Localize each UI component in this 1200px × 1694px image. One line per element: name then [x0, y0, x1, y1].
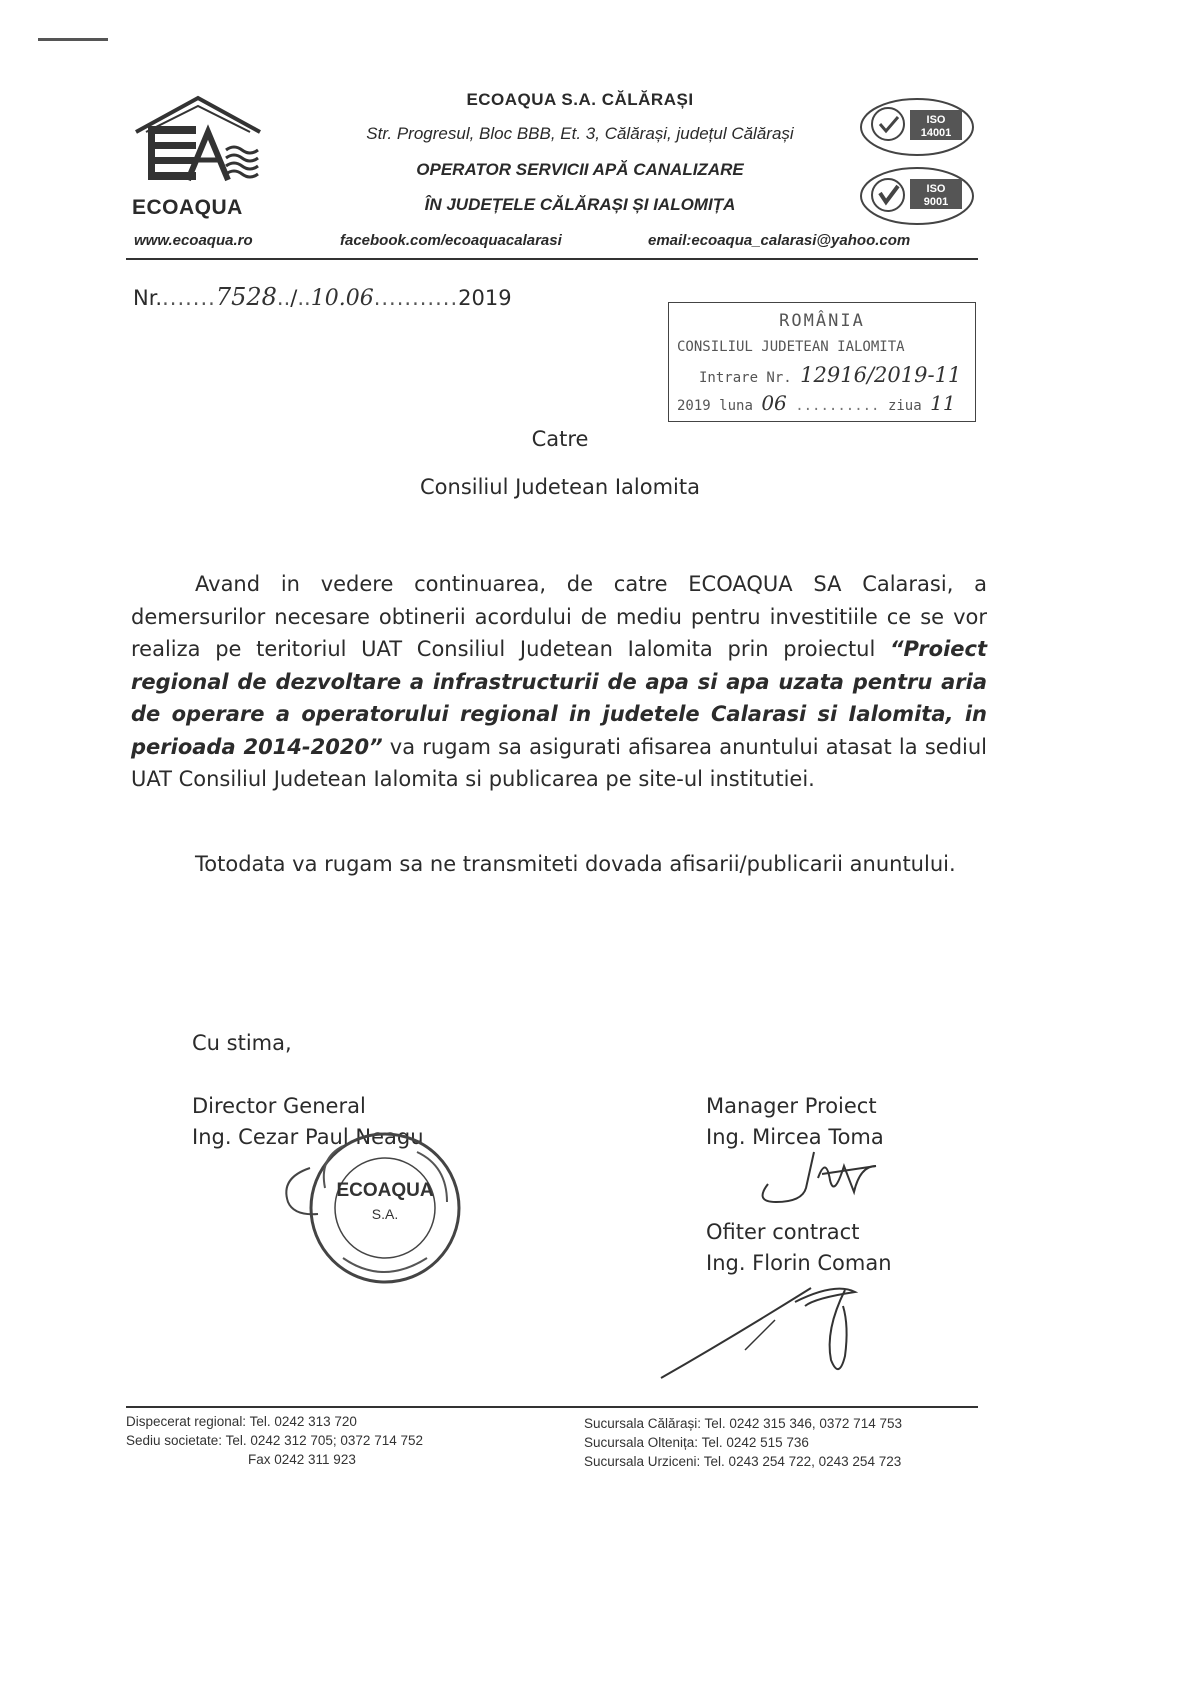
- company-name: ECOAQUA S.A. CĂLĂRAȘI: [466, 90, 694, 109]
- logo-name: ECOAQUA: [132, 196, 243, 219]
- body-paragraph-2: Totodata va rugam sa ne transmiteti dovada afisarii/publicarii anuntului.: [195, 852, 956, 876]
- iso-14001-seal: [858, 96, 976, 158]
- footer-right: [584, 1414, 902, 1471]
- stamp-entry-number: 12916/2019-11: [800, 363, 962, 387]
- reference-prefix: Nr.: [133, 286, 163, 310]
- body-intro: Avand in vedere continuarea, de catre ECOAQUA SA Calarasi, a demersurilor necesare obtinerii acordului de mediu pentru investitiile ce se vor realiza pe teritoriul UAT Consiliul Judetean Ialomita prin proiectul: [131, 572, 987, 661]
- stamp-year: 2019: [677, 398, 711, 414]
- reference-number: 7528: [215, 283, 277, 311]
- contract-officer-signature: [655, 1280, 885, 1390]
- facebook-link[interactable]: facebook.com/ecoaquacalarasi: [340, 232, 562, 249]
- footer-divider: [126, 1406, 978, 1408]
- stamp-month: 06: [761, 391, 787, 415]
- contract-officer-title: Ofiter contract: [706, 1220, 860, 1244]
- footer-branch-calarasi: Sucursala Călărași: Tel. 0242 315 346, 0372 714 753: [584, 1416, 902, 1431]
- footer-left: [126, 1412, 423, 1469]
- stamp-entry-label: Intrare Nr.: [699, 370, 792, 386]
- seal-sub-text: S.A.: [371, 1206, 399, 1222]
- manager-title: Manager Proiect: [706, 1094, 877, 1118]
- iso-9001-seal: [858, 165, 976, 227]
- svg-text:14001: 14001: [920, 127, 952, 139]
- body-paragraph-1: [131, 568, 987, 796]
- salutation: Cu stima,: [192, 1031, 292, 1055]
- footer-headquarters: Sediu societate: Tel. 0242 312 705; 0372 714 752: [126, 1433, 423, 1448]
- email-link[interactable]: email:ecoaqua_calarasi@yahoo.com: [648, 232, 911, 249]
- body-request: va rugam sa asigurati afisarea anuntului atasat la sediul UAT Consiliul Judetean Ialomita si publicarea pe site-ul institutiei.: [131, 734, 988, 791]
- svg-text:ISO: ISO: [926, 183, 946, 195]
- contract-officer-name: Ing. Florin Coman: [706, 1251, 892, 1275]
- director-title: Director General: [192, 1094, 366, 1118]
- website-link[interactable]: www.ecoaqua.ro: [134, 232, 253, 249]
- house-wave-icon: [128, 92, 268, 197]
- footer-branch-urziceni: Sucursala Urziceni: Tel. 0243 254 722, 0243 254 723: [584, 1454, 902, 1469]
- company-address: Str. Progresul, Bloc BBB, Et. 3, Călărași, județul Călărași: [366, 124, 794, 143]
- reference-line: Nr........7528../..10.06...........2019: [133, 283, 512, 311]
- seal-center-text: ECOAQUA: [336, 1180, 434, 1201]
- stamp-country: ROMÂNIA: [779, 311, 865, 331]
- reference-year: 2019: [458, 286, 512, 310]
- stamp-day-label: ziua: [887, 398, 922, 414]
- director-name: Ing. Cezar Paul Neagu: [192, 1125, 424, 1149]
- svg-text:9001: 9001: [923, 196, 949, 208]
- footer-branch-oltenita: Sucursala Oltenița: Tel. 0242 515 736: [584, 1435, 809, 1450]
- manager-name: Ing. Mircea Toma: [706, 1125, 884, 1149]
- director-signature: [268, 1162, 328, 1222]
- project-title: “Proiect regional de dezvoltare a infrastructurii de apa si apa uzata pentru aria de operare a operatorului regional in judetele Calarasi si Ialomita, in perioada 2014-2020”: [131, 637, 987, 759]
- operator-line-2: ÎN JUDEȚELE CĂLĂRAȘI ȘI IALOMIȚA: [424, 195, 736, 214]
- svg-text:ISO: ISO: [926, 114, 946, 126]
- footer-fax: Fax 0242 311 923: [248, 1452, 356, 1467]
- footer-dispatch: Dispecerat regional: Tel. 0242 313 720: [126, 1414, 357, 1429]
- company-logo: [128, 92, 268, 222]
- manager-signature: [748, 1148, 898, 1218]
- company-seal: [305, 1128, 465, 1288]
- reference-date: 10.06: [310, 286, 374, 311]
- stamp-day: 11: [930, 391, 956, 415]
- registration-stamp: ROMÂNIA CONSILIUL JUDETEAN IALOMITA Intrare Nr. 12916/2019-11 2019 luna 06 .......... ziua 11: [668, 302, 976, 422]
- recipient-to: Catre: [531, 427, 589, 451]
- stamp-month-label: luna: [719, 398, 753, 414]
- stamp-institution: CONSILIUL JUDETEAN IALOMITA: [677, 339, 905, 355]
- scan-mark: [38, 38, 108, 41]
- recipient-name: Consiliul Judetean Ialomita: [420, 475, 700, 499]
- operator-line-1: OPERATOR SERVICII APĂ CANALIZARE: [416, 160, 744, 179]
- header-divider: [126, 258, 978, 260]
